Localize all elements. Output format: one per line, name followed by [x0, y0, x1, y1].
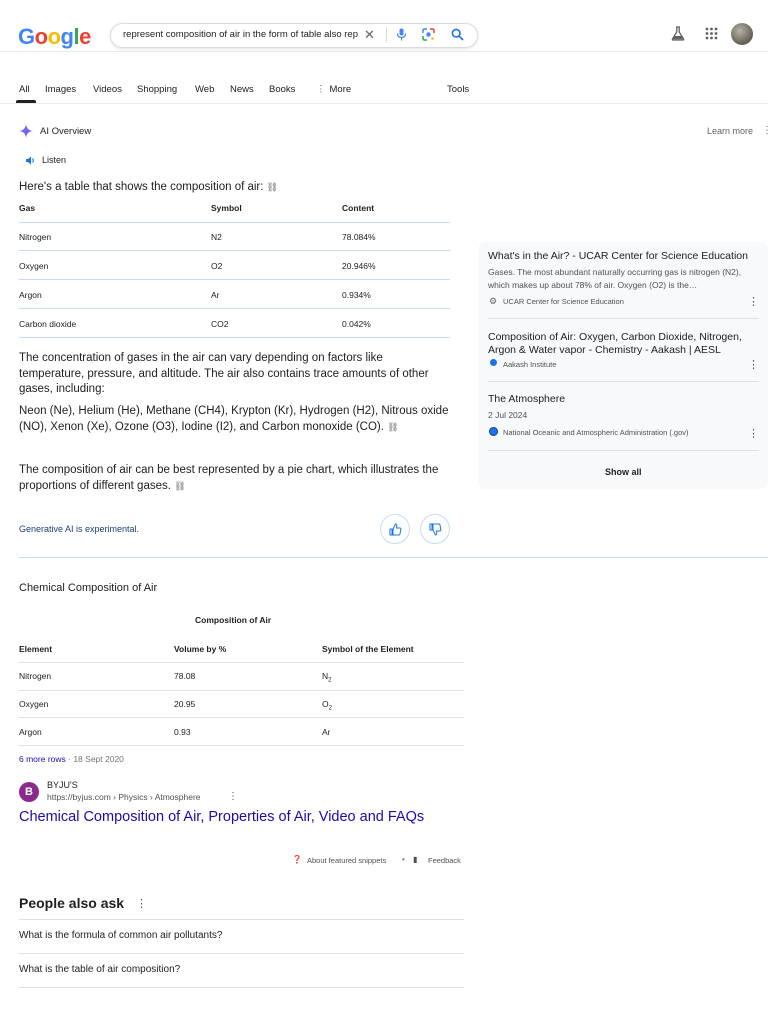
- snippet-row-divider: [19, 717, 464, 718]
- more-options-icon[interactable]: ⋮: [762, 125, 772, 136]
- table-cell: 78.084%: [342, 232, 376, 242]
- people-also-ask-title: People also ask: [19, 895, 125, 911]
- thumbs-down-button[interactable]: [420, 514, 450, 544]
- ai-paragraph-text: The composition of air can be best represented by a pie chart, which illustrates the proportions of different gases.: [19, 464, 439, 492]
- thumbs-down-icon: [429, 523, 442, 536]
- table-cell: O2: [211, 261, 223, 271]
- tab-shopping[interactable]: Shopping: [137, 84, 178, 95]
- tab-more[interactable]: [316, 84, 351, 95]
- tab-videos[interactable]: Videos: [93, 84, 122, 95]
- ai-sparkle-icon: [19, 124, 33, 138]
- source-title[interactable]: Composition of Air: Oxygen, Carbon Dioxide, Nitrogen, Argon & Water vapor - Chemistry - Aakash | AESL: [488, 331, 742, 356]
- source-site: UCAR Center for Science Education: [503, 297, 624, 306]
- lens-icon[interactable]: [422, 28, 435, 41]
- snippet-cell: [322, 727, 331, 737]
- snippet-cell: Argon: [19, 727, 42, 737]
- paa-divider: [19, 919, 464, 920]
- tab-all[interactable]: All: [19, 84, 30, 95]
- table-cell: Argon: [19, 290, 42, 300]
- table-header-content: Content: [342, 203, 375, 213]
- snippet-cell: [322, 671, 331, 684]
- ai-intro-sentence: Here's a table that shows the composition of air:: [19, 181, 264, 193]
- table-cell: CO2: [211, 319, 229, 329]
- thumbs-up-button[interactable]: [380, 514, 410, 544]
- tabs-divider: [0, 103, 768, 104]
- tab-images[interactable]: Images: [45, 84, 77, 95]
- paa-question[interactable]: What is the table of air composition?: [19, 964, 181, 975]
- table-cell: Ar: [211, 290, 220, 300]
- link-icon[interactable]: ⛓: [387, 421, 399, 432]
- table-cell: N2: [211, 232, 222, 242]
- snippet-cell: 0.93: [174, 727, 191, 737]
- snippet-date: 18 Sept 2020: [73, 754, 124, 764]
- separator-dot: ·: [65, 754, 74, 764]
- source-site: Aakash Institute: [503, 360, 557, 369]
- search-icon[interactable]: [451, 28, 464, 41]
- more-options-icon[interactable]: ⋮: [136, 898, 147, 910]
- table-cell: 0.042%: [342, 319, 371, 329]
- link-icon[interactable]: ⛓: [174, 480, 186, 491]
- element-subscript: 2: [328, 677, 332, 684]
- apps-grid-icon[interactable]: [705, 27, 718, 40]
- logo-letter: e: [79, 24, 91, 49]
- logo-letter: o: [47, 24, 61, 49]
- element-subscript: 2: [328, 705, 332, 712]
- aakash-logo-icon: [490, 359, 497, 366]
- paa-divider: [19, 953, 464, 954]
- more-vert-icon: ⋮: [316, 84, 326, 95]
- snippet-header-volume: Volume by %: [174, 644, 227, 654]
- byjus-favicon-icon[interactable]: B: [19, 782, 39, 802]
- speaker-icon[interactable]: [25, 155, 36, 166]
- tab-books[interactable]: Books: [269, 84, 296, 95]
- ai-paragraph: The concentration of gases in the air can vary depending on factors like temperature, pressure, and altitude. The air also contains trace amounts of other gases, including:: [19, 352, 429, 395]
- source-snippet: Gases. The most abundant naturally occurring gas is nitrogen (N2), which makes up about 78% of air. Oxygen (O2) is the…: [488, 267, 742, 290]
- google-logo[interactable]: [18, 24, 91, 50]
- ai-paragraph: [19, 404, 451, 435]
- table-header-symbol: Symbol: [211, 203, 242, 213]
- table-cell: 0.934%: [342, 290, 371, 300]
- divider: [386, 27, 387, 42]
- header-divider: [0, 51, 768, 52]
- paa-divider: [19, 987, 464, 988]
- search-input[interactable]: represent composition of air in the form of table also rep: [123, 29, 358, 40]
- logo-letter: l: [73, 24, 80, 49]
- ai-overview-bottom-border: [19, 557, 768, 558]
- table-cell: Oxygen: [19, 261, 49, 271]
- feedback-icon: ▮: [413, 855, 418, 864]
- thumbs-up-icon: [389, 523, 402, 536]
- more-options-icon[interactable]: ⋮: [748, 359, 759, 371]
- separator-dot: •: [402, 855, 405, 864]
- snippet-table-caption: Composition of Air: [195, 615, 272, 625]
- table-cell: 20.946%: [342, 261, 376, 271]
- paa-question[interactable]: What is the formula of common air pollutants?: [19, 930, 223, 941]
- mic-icon[interactable]: [396, 28, 407, 41]
- snippet-header-symbol: Symbol of the Element: [322, 644, 414, 654]
- source-divider: [488, 381, 759, 382]
- ai-intro-text: [19, 180, 278, 196]
- snippet-cell: 20.95: [174, 699, 196, 709]
- table-cell: Nitrogen: [19, 232, 52, 242]
- table-header-gas: Gas: [19, 203, 36, 213]
- snippet-header-element: Element: [19, 644, 53, 654]
- element-symbol: N: [322, 671, 329, 681]
- more-rows-link[interactable]: 6 more rows: [19, 754, 66, 764]
- snippet-row-divider: [19, 662, 464, 663]
- ai-paragraph: [19, 463, 451, 494]
- tab-more-label: More: [329, 84, 352, 95]
- logo-letter: o: [34, 24, 48, 49]
- snippet-row-divider: [19, 690, 464, 691]
- snippet-cell: 78.08: [174, 671, 196, 681]
- gear-icon: ⚙: [489, 296, 498, 306]
- result-breadcrumb[interactable]: https://byjus.com › Physics › Atmosphere: [47, 792, 201, 802]
- tab-news[interactable]: News: [230, 84, 254, 95]
- ai-paragraph-text: Neon (Ne), Helium (He), Methane (CH4), Krypton (Kr), Hydrogen (H2), Nitrous oxide (NO), Xenon (Xe), Ozone (O3), Iodine (I2), and Carbon monoxide (CO).: [19, 405, 449, 433]
- source-title[interactable]: The Atmosphere: [488, 393, 566, 405]
- show-all-button[interactable]: Show all: [605, 467, 642, 477]
- learn-more-link[interactable]: Learn more: [707, 126, 754, 136]
- more-options-icon[interactable]: ⋮: [748, 296, 759, 308]
- snippet-meta: [19, 754, 124, 764]
- source-title[interactable]: What's in the Air? - UCAR Center for Science Education: [488, 250, 748, 262]
- table-divider: [19, 250, 450, 251]
- experimental-note: Generative AI is experimental.: [19, 524, 140, 534]
- table-divider: [19, 308, 450, 309]
- snippet-cell: [322, 699, 332, 712]
- feedback-link[interactable]: Feedback: [428, 856, 461, 865]
- ai-overview-title: AI Overview: [40, 126, 92, 137]
- table-divider: [19, 337, 450, 338]
- table-divider: [19, 222, 450, 223]
- link-icon[interactable]: ⛓: [266, 182, 279, 192]
- help-icon: ❓: [292, 855, 302, 864]
- labs-flask-icon[interactable]: [671, 26, 685, 41]
- more-options-icon[interactable]: ⋮: [748, 428, 759, 440]
- close-icon[interactable]: ✕: [364, 27, 375, 42]
- source-divider: [488, 450, 759, 451]
- source-site: National Oceanic and Atmospheric Administration (.gov): [503, 428, 689, 437]
- tab-web[interactable]: Web: [195, 84, 215, 95]
- snippet-heading: Chemical Composition of Air: [19, 582, 158, 594]
- listen-button[interactable]: Listen: [42, 155, 67, 165]
- snippet-cell: Oxygen: [19, 699, 49, 709]
- avatar[interactable]: [731, 23, 753, 45]
- table-divider: [19, 279, 450, 280]
- source-divider: [488, 318, 759, 319]
- element-symbol: O: [322, 699, 329, 709]
- tools-button[interactable]: Tools: [447, 84, 470, 95]
- noaa-logo-icon: [489, 427, 498, 436]
- logo-letter: g: [60, 24, 74, 49]
- source-date: 2 Jul 2024: [488, 410, 528, 420]
- about-snippets-link[interactable]: About featured snippets: [307, 856, 387, 865]
- result-title-link[interactable]: Chemical Composition of Air, Properties of Air, Video and FAQs: [19, 809, 425, 825]
- table-cell: Carbon dioxide: [19, 319, 77, 329]
- logo-letter: G: [18, 24, 35, 49]
- element-symbol: Ar: [322, 727, 331, 737]
- snippet-row-divider: [19, 745, 464, 746]
- more-options-icon[interactable]: ⋮: [228, 791, 238, 802]
- snippet-cell: Nitrogen: [19, 671, 52, 681]
- site-name: BYJU'S: [47, 780, 78, 790]
